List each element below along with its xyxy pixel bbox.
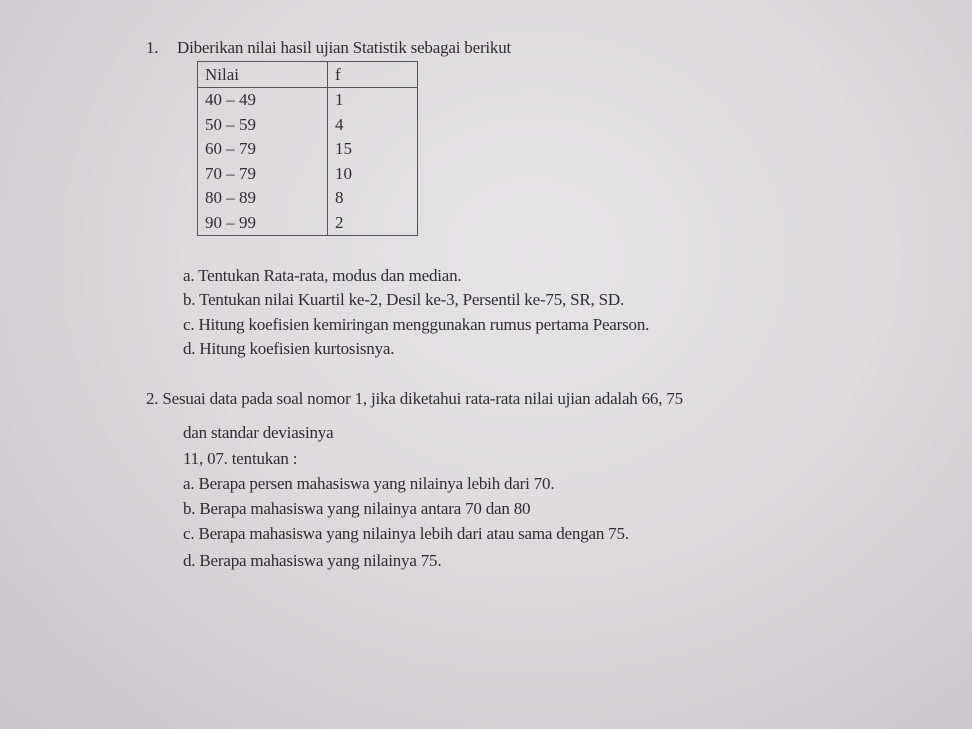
header-nilai: Nilai <box>198 62 328 88</box>
cell-frequency: 1 <box>328 88 418 113</box>
table-row <box>198 211 418 236</box>
frequency-table <box>197 61 418 236</box>
cell-frequency: 8 <box>328 186 418 211</box>
cell-nilai: 90 – 99 <box>198 211 328 236</box>
cell-nilai: 80 – 89 <box>198 186 328 211</box>
cell-frequency: 2 <box>328 211 418 236</box>
question-1-item-c: c. Hitung koefisien kemiringan menggunakan rumus pertama Pearson. <box>183 315 650 334</box>
cell-frequency: 4 <box>328 113 418 138</box>
question-2-line-3: 11, 07. tentukan : <box>183 449 298 468</box>
question-2-item-a: a. Berapa persen mahasiswa yang nilainya lebih dari 70. <box>183 474 555 493</box>
question-1-item-a: a. Tentukan Rata-rata, modus dan median. <box>183 266 462 285</box>
question-2-line-1: 2. Sesuai data pada soal nomor 1, jika diketahui rata-rata nilai ujian adalah 66, 75 <box>146 389 683 408</box>
cell-nilai: 60 – 79 <box>198 137 328 162</box>
header-frequency: f <box>328 62 418 88</box>
table-row <box>198 113 418 138</box>
question-2-item-d: d. Berapa mahasiswa yang nilainya 75. <box>183 551 442 570</box>
table-row <box>198 137 418 162</box>
question-1-item-b: b. Tentukan nilai Kuartil ke-2, Desil ke-3, Persentil ke-75, SR, SD. <box>183 290 624 309</box>
question-1-prompt: Diberikan nilai hasil ujian Statistik sebagai berikut <box>177 38 512 57</box>
cell-nilai: 50 – 59 <box>198 113 328 138</box>
question-1-number: 1. <box>146 38 159 57</box>
table-row <box>198 162 418 187</box>
cell-frequency: 15 <box>328 137 418 162</box>
cell-nilai: 70 – 79 <box>198 162 328 187</box>
question-1-item-d: d. Hitung koefisien kurtosisnya. <box>183 339 395 358</box>
table-header-row <box>198 62 418 88</box>
question-2-line-2: dan standar deviasinya <box>183 423 334 442</box>
table-row <box>198 88 418 113</box>
cell-nilai: 40 – 49 <box>198 88 328 113</box>
cell-frequency: 10 <box>328 162 418 187</box>
question-2-item-c: c. Berapa mahasiswa yang nilainya lebih dari atau sama dengan 75. <box>183 524 629 543</box>
table-row <box>198 186 418 211</box>
question-2-item-b: b. Berapa mahasiswa yang nilainya antara 70 dan 80 <box>183 499 531 518</box>
